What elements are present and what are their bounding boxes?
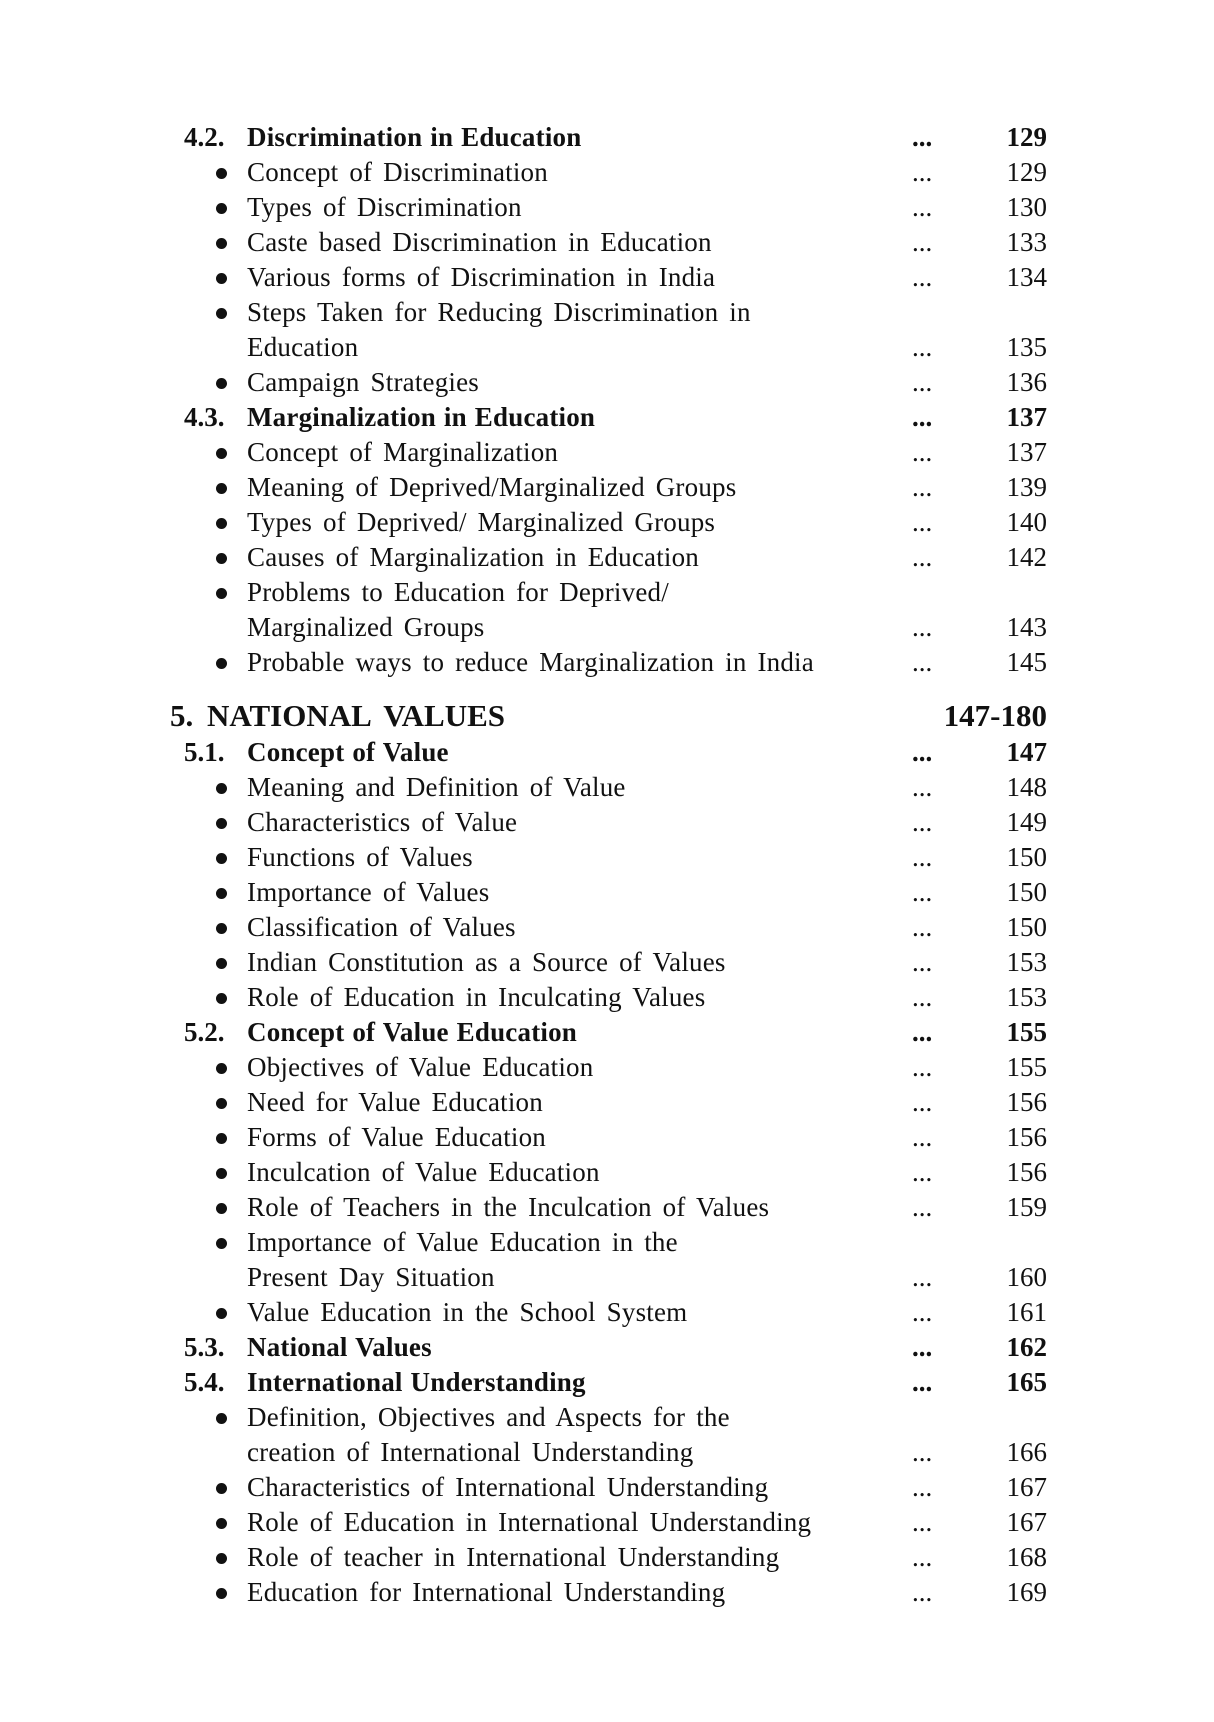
page-number: 161 <box>1006 1297 1047 1327</box>
page-number: 167 <box>1006 1472 1047 1502</box>
item-title: Characteristics of Value <box>247 807 518 837</box>
page-number: 135 <box>1006 332 1047 362</box>
item-title: Role of teacher in International Understanding <box>247 1542 780 1572</box>
item-title: Meaning of Deprived/Marginalized Groups <box>247 472 737 502</box>
dot-leader: ... <box>912 1262 933 1292</box>
page-number: 145 <box>1006 647 1047 677</box>
page-number: 156 <box>1006 1157 1047 1187</box>
item-title: Causes of Marginalization in Education <box>247 542 700 572</box>
bullet-icon <box>216 958 227 969</box>
page-number: 159 <box>1006 1192 1047 1222</box>
toc-item <box>0 1225 1214 1260</box>
bullet-icon <box>216 308 227 319</box>
bullet-icon <box>216 168 227 179</box>
item-title: Marginalized Groups <box>247 612 485 642</box>
bullet-icon <box>216 378 227 389</box>
item-title: Functions of Values <box>247 842 473 872</box>
bullet-icon <box>216 203 227 214</box>
section-number: 5.2. <box>184 1017 225 1047</box>
bullet-icon <box>216 518 227 529</box>
page-number: 156 <box>1006 1122 1047 1152</box>
item-title: Indian Constitution as a Source of Values <box>247 947 726 977</box>
toc-item <box>0 645 1214 680</box>
page-number: 147 <box>1006 737 1047 767</box>
bullet-icon <box>216 888 227 899</box>
dot-leader: ... <box>912 772 933 802</box>
dot-leader: ... <box>912 437 933 467</box>
dot-leader: ... <box>912 507 933 537</box>
page-number: 155 <box>1006 1052 1047 1082</box>
chapter-heading <box>0 696 1214 736</box>
page-number: 133 <box>1006 227 1047 257</box>
toc-item <box>0 435 1214 470</box>
dot-leader: ... <box>912 1087 933 1117</box>
section-title: Discrimination in Education <box>247 122 582 152</box>
toc-item <box>0 875 1214 910</box>
toc-item <box>0 1575 1214 1610</box>
page-number: 153 <box>1006 947 1047 977</box>
toc-item-continuation <box>0 610 1214 645</box>
bullet-icon <box>216 1553 227 1564</box>
item-title: Inculcation of Value Education <box>247 1157 600 1187</box>
bullet-icon <box>216 1588 227 1599</box>
toc-section-entry <box>0 400 1214 435</box>
item-title: Value Education in the School System <box>247 1297 688 1327</box>
toc-item <box>0 365 1214 400</box>
page-number: 148 <box>1006 772 1047 802</box>
bullet-icon <box>216 658 227 669</box>
bullet-icon <box>216 1168 227 1179</box>
item-title: Objectives of Value Education <box>247 1052 594 1082</box>
bullet-icon <box>216 993 227 1004</box>
item-title: Classification of Values <box>247 912 516 942</box>
page-number: 156 <box>1006 1087 1047 1117</box>
section-title: Concept of Value Education <box>247 1017 577 1047</box>
page-number: 136 <box>1006 367 1047 397</box>
dot-leader: ... <box>912 982 933 1012</box>
dot-leader: ... <box>912 1122 933 1152</box>
bullet-icon <box>216 273 227 284</box>
toc-item <box>0 575 1214 610</box>
section-title: International Understanding <box>247 1367 586 1397</box>
toc-item <box>0 155 1214 190</box>
item-title: Education for International Understanding <box>247 1577 726 1607</box>
dot-leader: ... <box>912 1542 933 1572</box>
toc-section-entry <box>0 1365 1214 1400</box>
toc-item <box>0 910 1214 945</box>
item-title: Importance of Values <box>247 877 490 907</box>
bullet-icon <box>216 1063 227 1074</box>
toc-item <box>0 225 1214 260</box>
bullet-icon <box>216 1098 227 1109</box>
item-title: Various forms of Discrimination in India <box>247 262 716 292</box>
item-title: Concept of Discrimination <box>247 157 548 187</box>
toc-item <box>0 190 1214 225</box>
section-title: National Values <box>247 1332 432 1362</box>
section-number: 5.1. <box>184 737 225 767</box>
bullet-icon <box>216 588 227 599</box>
bullet-icon <box>216 1518 227 1529</box>
page-number: 160 <box>1006 1262 1047 1292</box>
bullet-icon <box>216 1483 227 1494</box>
page-number: 155 <box>1006 1017 1047 1047</box>
page-number: 150 <box>1006 877 1047 907</box>
dot-leader: ... <box>912 737 933 767</box>
dot-leader: ... <box>912 1332 933 1362</box>
toc-item <box>0 1400 1214 1435</box>
item-title: creation of International Understanding <box>247 1437 694 1467</box>
dot-leader: ... <box>912 1472 933 1502</box>
item-title: Problems to Education for Deprived/ <box>247 577 669 607</box>
toc-item <box>0 1085 1214 1120</box>
dot-leader: ... <box>912 1367 933 1397</box>
item-title: Caste based Discrimination in Education <box>247 227 712 257</box>
dot-leader: ... <box>912 367 933 397</box>
toc-item-continuation <box>0 330 1214 365</box>
item-title: Role of Education in Inculcating Values <box>247 982 706 1012</box>
toc-item-continuation <box>0 1435 1214 1470</box>
bullet-icon <box>216 1308 227 1319</box>
section-number: 5.4. <box>184 1367 225 1397</box>
toc-item <box>0 770 1214 805</box>
toc-item <box>0 1190 1214 1225</box>
page-number: 130 <box>1006 192 1047 222</box>
toc-item <box>0 1120 1214 1155</box>
bullet-icon <box>216 238 227 249</box>
item-title: Types of Discrimination <box>247 192 522 222</box>
dot-leader: ... <box>912 542 933 572</box>
page-number: 140 <box>1006 507 1047 537</box>
page-number: 134 <box>1006 262 1047 292</box>
page-number: 143 <box>1006 612 1047 642</box>
dot-leader: ... <box>912 402 933 432</box>
page-number: 137 <box>1006 402 1047 432</box>
dot-leader: ... <box>912 1017 933 1047</box>
bullet-icon <box>216 1413 227 1424</box>
dot-leader: ... <box>912 647 933 677</box>
item-title: Types of Deprived/ Marginalized Groups <box>247 507 716 537</box>
chapter-page-range: 147-180 <box>943 698 1047 733</box>
item-title: Need for Value Education <box>247 1087 543 1117</box>
toc-item <box>0 805 1214 840</box>
dot-leader: ... <box>912 472 933 502</box>
bullet-icon <box>216 1203 227 1214</box>
dot-leader: ... <box>912 1437 933 1467</box>
section-number: 4.2. <box>184 122 225 152</box>
dot-leader: ... <box>912 1507 933 1537</box>
section-title: Concept of Value <box>247 737 449 767</box>
page-number: 162 <box>1006 1332 1047 1362</box>
page-number: 142 <box>1006 542 1047 572</box>
dot-leader: ... <box>912 262 933 292</box>
toc-section-entry <box>0 735 1214 770</box>
dot-leader: ... <box>912 912 933 942</box>
toc-item <box>0 260 1214 295</box>
bullet-icon <box>216 783 227 794</box>
page-number: 153 <box>1006 982 1047 1012</box>
dot-leader: ... <box>912 227 933 257</box>
item-title: Importance of Value Education in the <box>247 1227 678 1257</box>
dot-leader: ... <box>912 842 933 872</box>
toc-item <box>0 945 1214 980</box>
dot-leader: ... <box>912 192 933 222</box>
page-number: 169 <box>1006 1577 1047 1607</box>
toc-section-entry <box>0 1330 1214 1365</box>
chapter-title: 5. NATIONAL VALUES <box>170 698 506 733</box>
page-number: 166 <box>1006 1437 1047 1467</box>
toc-item <box>0 1295 1214 1330</box>
dot-leader: ... <box>912 612 933 642</box>
bullet-icon <box>216 1238 227 1249</box>
toc-item <box>0 470 1214 505</box>
bullet-icon <box>216 818 227 829</box>
dot-leader: ... <box>912 332 933 362</box>
item-title: Probable ways to reduce Marginalization in India <box>247 647 814 677</box>
page-number: 165 <box>1006 1367 1047 1397</box>
toc-item-continuation <box>0 1260 1214 1295</box>
page-number: 167 <box>1006 1507 1047 1537</box>
bullet-icon <box>216 483 227 494</box>
toc-item <box>0 980 1214 1015</box>
bullet-icon <box>216 553 227 564</box>
dot-leader: ... <box>912 1297 933 1327</box>
item-title: Campaign Strategies <box>247 367 480 397</box>
toc-item <box>0 1505 1214 1540</box>
section-number: 5.3. <box>184 1332 225 1362</box>
page-number: 129 <box>1006 122 1047 152</box>
item-title: Meaning and Definition of Value <box>247 772 626 802</box>
dot-leader: ... <box>912 122 933 152</box>
page-number: 129 <box>1006 157 1047 187</box>
dot-leader: ... <box>912 1577 933 1607</box>
page-number: 168 <box>1006 1542 1047 1572</box>
toc-section-entry <box>0 120 1214 155</box>
bullet-icon <box>216 923 227 934</box>
bullet-icon <box>216 1133 227 1144</box>
toc-section-entry <box>0 1015 1214 1050</box>
item-title: Forms of Value Education <box>247 1122 547 1152</box>
item-title: Present Day Situation <box>247 1262 495 1292</box>
page-number: 150 <box>1006 912 1047 942</box>
toc-item <box>0 505 1214 540</box>
item-title: Characteristics of International Understanding <box>247 1472 769 1502</box>
dot-leader: ... <box>912 1192 933 1222</box>
item-title: Definition, Objectives and Aspects for the <box>247 1402 730 1432</box>
item-title: Steps Taken for Reducing Discrimination in <box>247 297 751 327</box>
page-number: 139 <box>1006 472 1047 502</box>
bullet-icon <box>216 853 227 864</box>
dot-leader: ... <box>912 1157 933 1187</box>
bullet-icon <box>216 448 227 459</box>
item-title: Concept of Marginalization <box>247 437 559 467</box>
toc-item <box>0 1155 1214 1190</box>
section-number: 4.3. <box>184 402 225 432</box>
dot-leader: ... <box>912 157 933 187</box>
toc-item <box>0 295 1214 330</box>
page-number: 149 <box>1006 807 1047 837</box>
toc-item <box>0 840 1214 875</box>
item-title: Education <box>247 332 359 362</box>
item-title: Role of Education in International Understanding <box>247 1507 812 1537</box>
page-number: 150 <box>1006 842 1047 872</box>
item-title: Role of Teachers in the Inculcation of Values <box>247 1192 770 1222</box>
dot-leader: ... <box>912 807 933 837</box>
toc-item <box>0 540 1214 575</box>
dot-leader: ... <box>912 877 933 907</box>
toc-item <box>0 1050 1214 1085</box>
dot-leader: ... <box>912 1052 933 1082</box>
toc-item <box>0 1470 1214 1505</box>
section-title: Marginalization in Education <box>247 402 596 432</box>
toc-item <box>0 1540 1214 1575</box>
page-number: 137 <box>1006 437 1047 467</box>
dot-leader: ... <box>912 947 933 977</box>
